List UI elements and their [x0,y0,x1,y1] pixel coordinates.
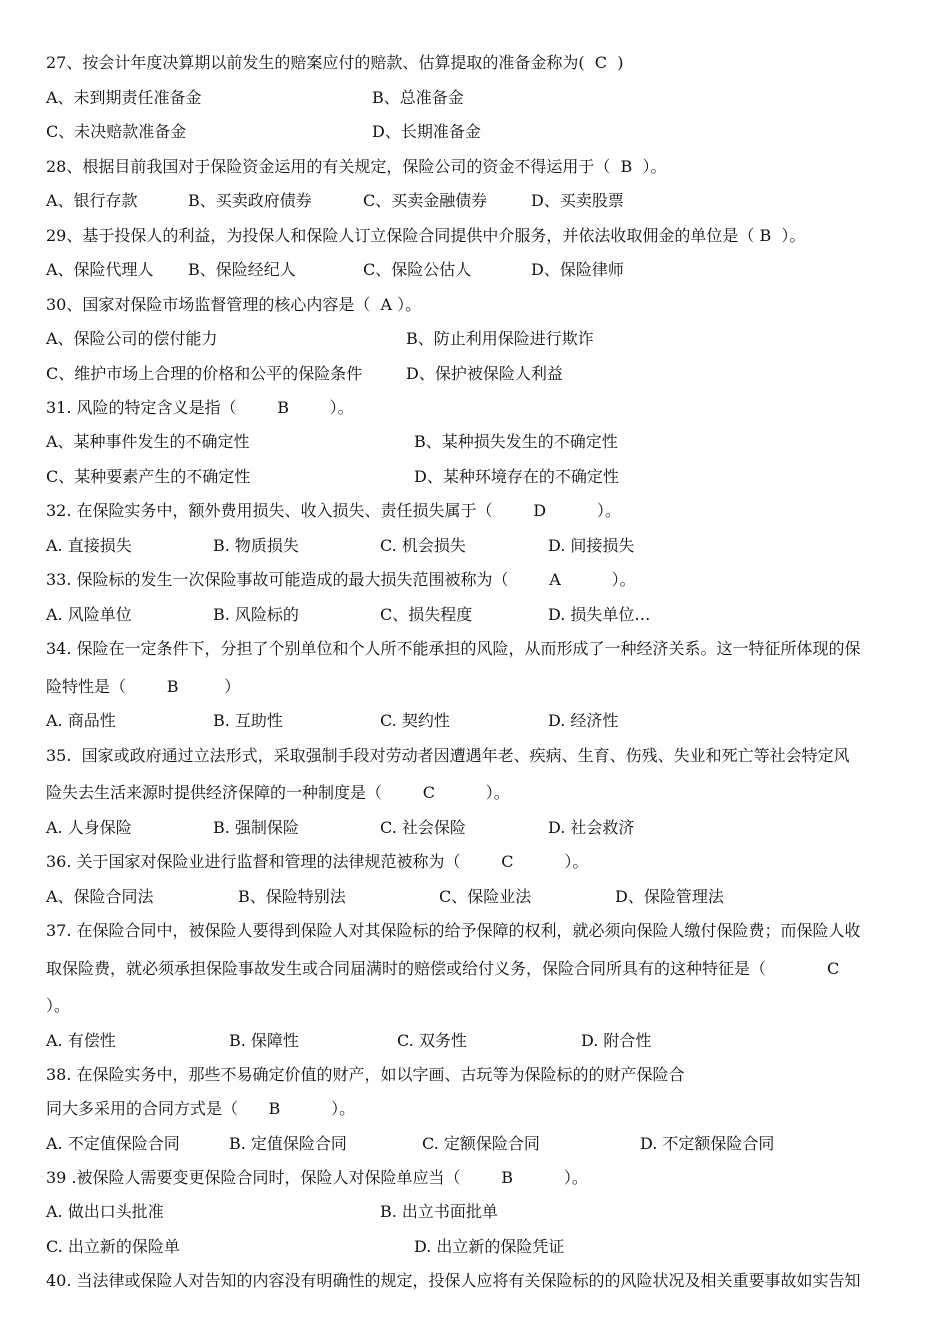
q27-option-b: B、总准备金 [372,88,464,107]
q33-option-c: C、损失程度 [380,605,473,624]
q36-option-c: C、保险业法 [439,887,532,906]
q36-option-a: A、保险合同法 [46,887,154,906]
q37-option-d: D. 附合性 [581,1031,652,1050]
q28-option-a: A、银行存款 [46,191,138,210]
q32-option-c: C. 机会损失 [380,536,466,555]
question-37-stem-line1: 37. 在保险合同中，被保险人要得到保险人对其保险标的给予保障的权利，就必须向保险人缴付保险费；而保险人收 [46,921,861,940]
q31-option-d: D、某种环境存在的不确定性 [414,467,619,486]
question-34-stem-line2: 险特性是（ B ） [46,677,241,696]
q29-option-c: C、保险公估人 [363,260,472,279]
question-40-stem: 40. 当法律或保险人对告知的内容没有明确性的规定，投保人应将有关保险标的的风险状况及相关重要事故如实告知 [46,1271,861,1290]
q32-option-d: D. 间接损失 [548,536,635,555]
q29-option-a: A、保险代理人 [46,260,154,279]
q28-option-b: B、买卖政府债券 [188,191,312,210]
question-30-stem: 30、国家对保险市场监督管理的核心内容是（ A ）。 [46,295,422,314]
question-38-stem-line1: 38. 在保险实务中，那些不易确定价值的财产，如以字画、古玩等为保险标的的财产保险合 [46,1065,685,1084]
q30-option-d: D、保护被保险人利益 [406,364,563,383]
question-36-stem: 36. 关于国家对保险业进行监督和管理的法律规范被称为（ C ）。 [46,852,589,871]
question-37-stem-line2: 取保险费，就必须承担保险事故发生或合同届满时的赔偿或给付义务，保险合同所具有的这种特征是（ C [46,959,840,978]
q36-option-d: D、保险管理法 [615,887,724,906]
question-34-stem-line1: 34. 保险在一定条件下，分担了个别单位和个人所不能承担的风险，从而形成了一种经济关系。这一特征所体现的保 [46,639,861,658]
q35-option-a: A. 人身保险 [46,818,132,837]
question-39-stem: 39 .被保险人需要变更保险合同时，保险人对保险单应当（ B ）。 [46,1168,588,1187]
q38-option-c: C. 定额保险合同 [422,1134,540,1153]
q33-option-b: B. 风险标的 [213,605,299,624]
q39-option-c: C. 出立新的保险单 [46,1237,180,1256]
q37-option-c: C. 双务性 [397,1031,467,1050]
q33-option-a: A. 风险单位 [46,605,132,624]
q30-option-b: B、防止利用保险进行欺诈 [406,329,594,348]
q38-option-a: A. 不定值保险合同 [46,1134,180,1153]
q27-option-c: C、未决赔款准备金 [46,122,187,141]
q34-option-b: B. 互助性 [213,711,283,730]
q32-option-a: A. 直接损失 [46,536,132,555]
q39-option-a: A. 做出口头批准 [46,1202,164,1221]
question-28-stem: 28、根据目前我国对于保险资金运用的有关规定，保险公司的资金不得运用于（ B ）。 [46,157,667,176]
q38-option-d: D. 不定额保险合同 [640,1134,775,1153]
question-31-stem: 31. 风险的特定含义是指（ B ）。 [46,398,354,417]
question-29-stem: 29、基于投保人的利益，为投保人和保险人订立保险合同提供中介服务，并依法收取佣金的单位是（ B ）。 [46,226,806,245]
question-32-stem: 32. 在保险实务中，额外费用损失、收入损失、责任损失属于（ D ）。 [46,501,621,520]
q35-option-c: C. 社会保险 [380,818,466,837]
q33-option-d: D. 损失单位… [548,605,651,624]
q34-option-c: C. 契约性 [380,711,450,730]
q28-option-d: D、买卖股票 [531,191,624,210]
q28-option-c: C、买卖金融债券 [363,191,488,210]
q35-option-d: D. 社会救济 [548,818,635,837]
q29-option-b: B、保险经纪人 [188,260,296,279]
q32-option-b: B. 物质损失 [213,536,299,555]
q29-option-d: D、保险律师 [531,260,624,279]
q31-option-b: B、某种损失发生的不确定性 [414,432,618,451]
question-37-stem-line3: ）。 [46,996,71,1015]
q35-option-b: B. 强制保险 [213,818,299,837]
question-27-stem: 27、按会计年度决算期以前发生的赔案应付的赔款、估算提取的准备金称为( C ) [46,53,624,72]
q39-option-d: D. 出立新的保险凭证 [414,1237,565,1256]
question-35-stem-line1: 35. 国家或政府通过立法形式，采取强制手段对劳动者因遭遇年老、疾病、生育、伤残、失业和死亡等社会特定风 [46,746,850,765]
q34-option-d: D. 经济性 [548,711,619,730]
q37-option-b: B. 保障性 [229,1031,299,1050]
q36-option-b: B、保险特别法 [238,887,346,906]
q30-option-a: A、保险公司的偿付能力 [46,329,218,348]
q27-option-a: A、未到期责任准备金 [46,88,202,107]
q31-option-a: A、某种事件发生的不确定性 [46,432,250,451]
q34-option-a: A. 商品性 [46,711,116,730]
q31-option-c: C、某种要素产生的不确定性 [46,467,251,486]
q38-option-b: B. 定值保险合同 [229,1134,347,1153]
q39-option-b: B. 出立书面批单 [380,1202,498,1221]
question-33-stem: 33. 保险标的发生一次保险事故可能造成的最大损失范围被称为（ A ）。 [46,570,636,589]
q30-option-c: C、维护市场上合理的价格和公平的保险条件 [46,364,363,383]
question-38-stem-line2: 同大多采用的合同方式是（ B ）。 [46,1099,356,1118]
q27-option-d: D、长期准备金 [372,122,481,141]
question-35-stem-line2: 险失去生活来源时提供经济保障的一种制度是（ C ）。 [46,783,510,802]
q37-option-a: A. 有偿性 [46,1031,116,1050]
